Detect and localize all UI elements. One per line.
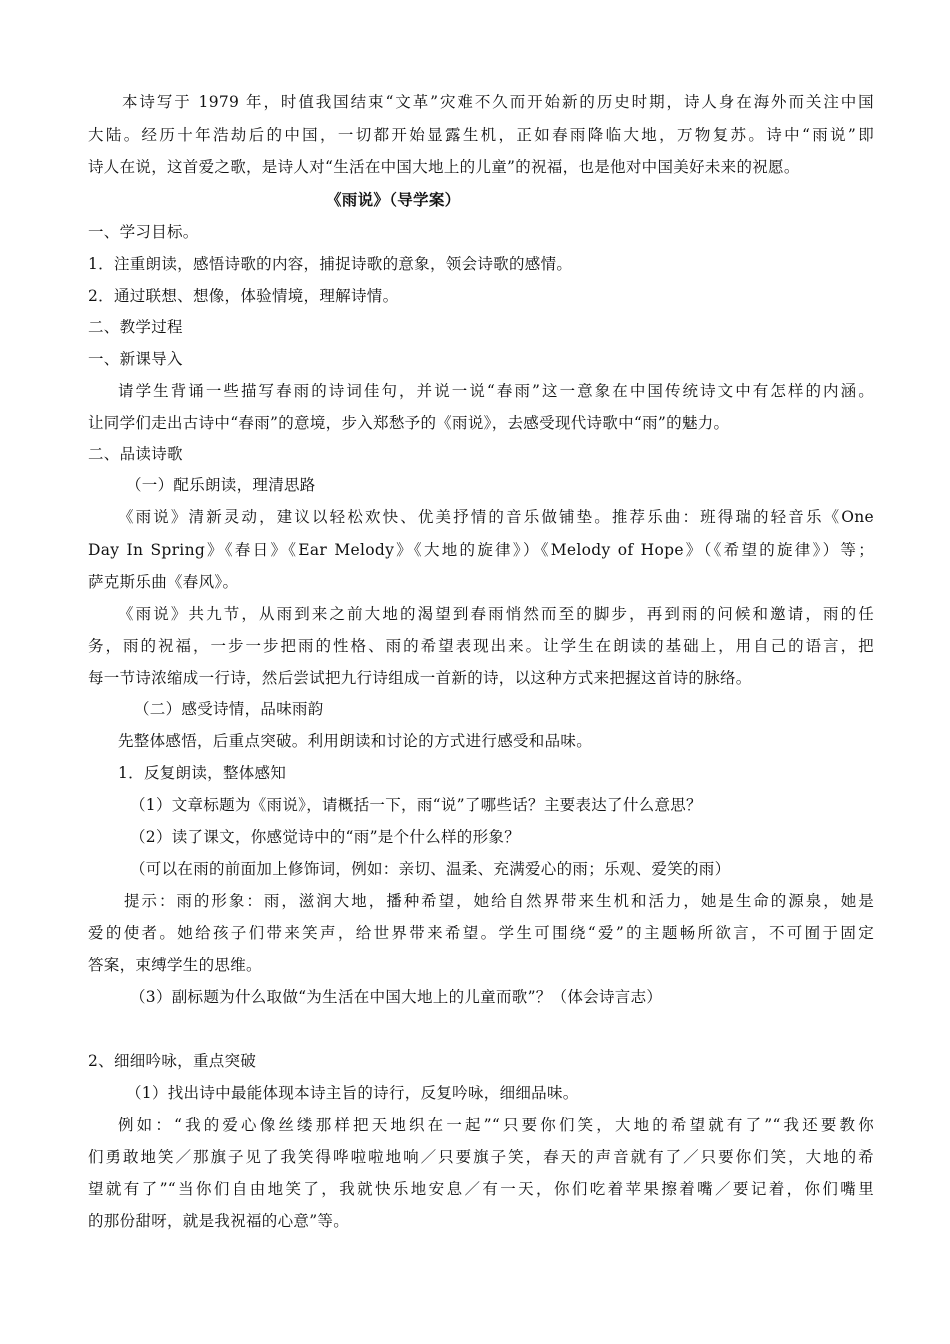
section-heading-process: 二、教学过程: [88, 318, 183, 336]
question-2-note: （可以在雨的前面加上修饰词，例如：亲切、温柔、充满爱心的雨；乐观、爱笑的雨）: [130, 860, 731, 878]
document-title: 《雨说》（导学案）: [326, 190, 461, 209]
subheading-reading: 二、品读诗歌: [88, 445, 183, 463]
hint-line-1: 提示：雨的形象：雨，滋润大地，播种希望，她给自然界带来生机和活力，她是生命的源泉，她是: [124, 892, 874, 910]
goal-item-2: 2．通过联想、想像，体验情境，理解诗情。: [88, 287, 399, 305]
example-line-3: 望就有了”“当你们自由地笑了，我就快乐地安息／有一天，你们吃着苹果擦着嘴／要记着，你们嘴里: [88, 1180, 874, 1198]
structure-line-3: 每一节诗浓缩成一行诗，然后尝试把九行诗组成一首新的诗，以这种方式来把握这首诗的脉络。: [88, 669, 752, 687]
question-1: （1）文章标题为《雨说》，请概括一下，雨“说”了哪些话？主要表达了什么意思？: [130, 796, 702, 814]
music-line-2: Day In Spring》《春日》《Ear Melody》《大地的旋律》）《Melody of Hope》（《希望的旋律》）等；: [88, 541, 874, 559]
intro-line-1: 本诗写于 1979 年，时值我国结束“文革”灾难不久而开始新的历史时期，诗人身在海外而关注中国: [122, 93, 874, 111]
intro-line-3: 诗人在说，这首爱之歌，是诗人对“生活在中国大地上的儿童”的祝福，也是他对中国美好未来的祝愿。: [88, 158, 800, 176]
step2-heading: 2、细细吟咏，重点突破: [88, 1052, 257, 1070]
example-line-4: 的那份甜呀，就是我祝福的心意”等。: [88, 1212, 350, 1230]
music-line-3: 萨克斯乐曲《春风》。: [88, 573, 239, 591]
question-3: （3）副标题为什么取做“为生活在中国大地上的儿童而歌”？（体会诗言志）: [130, 988, 663, 1006]
step2-question-1: （1）找出诗中最能体现本诗主旨的诗行，反复吟咏，细细品味。: [126, 1084, 579, 1102]
question-2: （2）读了课文，你感觉诗中的“雨”是个什么样的形象？: [130, 828, 521, 846]
part2-intro: 先整体感悟，后重点突破。利用朗读和讨论的方式进行感受和品味。: [118, 732, 593, 750]
intro-line-2: 大陆。经历十年浩劫后的中国，一切都开始显露生机，正如春雨降临大地，万物复苏。诗中“雨说”即: [88, 126, 874, 144]
structure-line-1: 《雨说》共九节，从雨到来之前大地的渴望到春雨悄然而至的脚步，再到雨的问候和邀请，雨的任: [118, 605, 874, 623]
step1-heading: 1．反复朗读，整体感知: [118, 764, 287, 782]
hint-line-3: 答案，束缚学生的思维。: [88, 956, 262, 974]
intro-paragraph-line-2: 让同学们走出古诗中“春雨”的意境，步入郑愁予的《雨说》，去感受现代诗歌中“雨”的魅力。: [88, 414, 730, 432]
part2-heading: （二）感受诗情，品味雨韵: [134, 700, 324, 718]
part1-heading: （一）配乐朗读，理清思路: [126, 476, 316, 494]
section-heading-goals: 一、学习目标。: [88, 223, 199, 241]
example-line-2: 们勇敢地笑／那旗子见了我笑得哗啦啦地响／只要旗子笑，春天的声音就有了／只要你们笑，大地的希: [88, 1148, 874, 1166]
subheading-intro: 一、新课导入: [88, 350, 183, 368]
structure-line-2: 务，雨的祝福，一步一步把雨的性格、雨的希望表现出来。让学生在朗读的基础上，用自己的语言，把: [88, 637, 874, 655]
intro-paragraph-line-1: 请学生背诵一些描写春雨的诗词佳句，并说一说“春雨”这一意象在中国传统诗文中有怎样的内涵。: [118, 382, 874, 400]
music-line-1: 《雨说》清新灵动，建议以轻松欢快、优美抒情的音乐做铺垫。推荐乐曲：班得瑞的轻音乐《One: [118, 508, 874, 526]
goal-item-1: 1．注重朗读，感悟诗歌的内容，捕捉诗歌的意象，领会诗歌的感情。: [88, 255, 573, 273]
example-line-1: 例如：“我的爱心像丝缕那样把天地织在一起”“只要你们笑，大地的希望就有了”“我还要教你: [118, 1116, 874, 1134]
hint-line-2: 爱的使者。她给孩子们带来笑声，给世界带来希望。学生可围绕“爱”的主题畅所欲言，不可囿于固定: [88, 924, 874, 942]
